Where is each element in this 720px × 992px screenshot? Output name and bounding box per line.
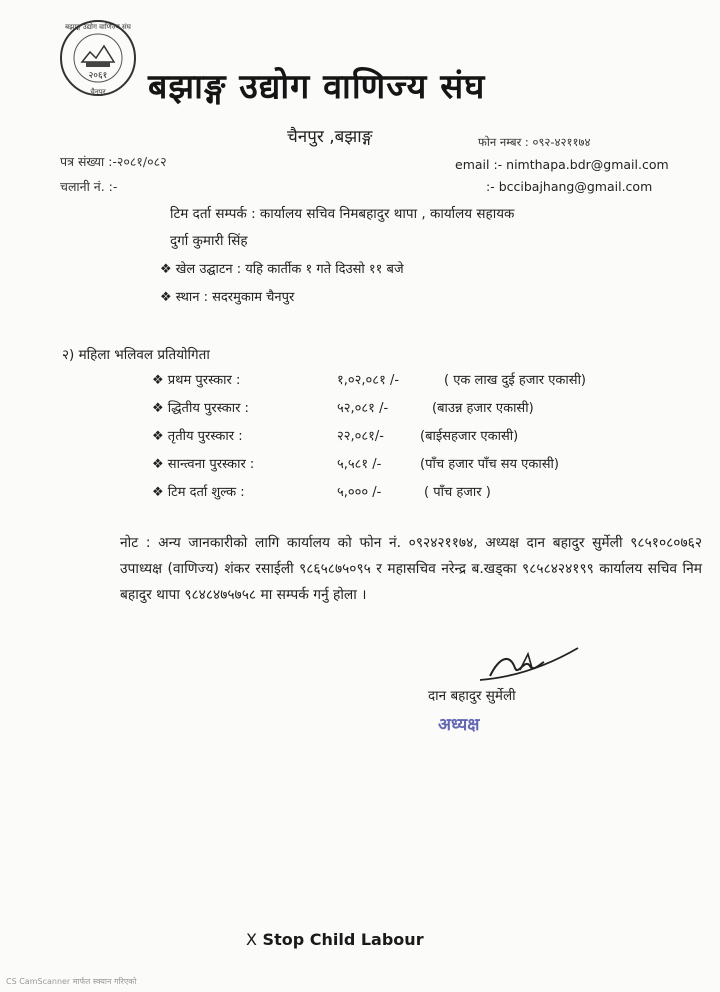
signatory-title-stamp: अध्यक्ष	[438, 715, 480, 735]
scanner-watermark: CS CamScanner मार्फत स्क्यान गरिएको	[6, 977, 137, 986]
footer-slogan	[246, 930, 424, 949]
note-paragraph: नोट : अन्य जानकारीको लागि कार्यालय को फोन नं. ०९२४२११७४, अध्यक्ष दान बहादुर सुर्मेली ९८५१०८०७६२ उपाध्यक्ष (वाणिज्य) शंकर रसाईली ९८६५८७५०९५ र महासचिव नरेन्द्र ब.खड्का ९८५८४२४१९९ कार्यालय सचिव निम बहादुर थापा ९८४८४७५७५८ मा सम्पर्क गर्नु होला ।	[120, 535, 702, 603]
venue-bullet: ❖ स्थान : सदरमुकाम चैनपुर	[160, 290, 295, 305]
prize-label: ❖ तृतीय पुरस्कार :	[152, 429, 243, 444]
prize-label: ❖ द्धितीय पुरस्कार :	[152, 401, 249, 416]
reference-number: पत्र संख्या :-२०८१/०८२	[60, 154, 167, 169]
logo-year: २०६१	[88, 71, 108, 81]
signature-line	[405, 680, 555, 681]
contact-line-1: टिम दर्ता सम्पर्क : कार्यालय सचिव निमबहादुर थापा , कार्यालय सहायक	[170, 206, 515, 222]
organization-address: चैनपुर ,बझाङ्ग	[287, 127, 373, 147]
prize-amount: १,०२,०८१ /-	[337, 373, 400, 388]
opening-bullet: ❖ खेल उद्घाटन : यहि कार्तीक १ गते दिउसो ११ बजे	[160, 262, 404, 277]
prize-amount: ५२,०८१ /-	[337, 401, 389, 416]
logo-place: चैनपुर	[90, 88, 106, 96]
prize-words: (बाउन्न हजार एकासी)	[432, 401, 534, 416]
signatory-name: दान बहादुर सुर्मेली	[428, 688, 516, 704]
organization-title: बझाङ्ग उद्योग वाणिज्य संघ	[148, 67, 486, 107]
prize-words: ( एक लाख दुई हजार एकासी)	[444, 373, 587, 388]
x-mark-icon: X	[246, 930, 257, 949]
organization-logo	[58, 18, 138, 98]
dispatch-number: चलानी नं. :-	[60, 179, 118, 194]
prize-amount: ५,५८१ /-	[337, 457, 382, 472]
logo-ring-text: बझाङ्ग उद्योग वाणिज्य संघ	[65, 23, 131, 31]
prize-label: ❖ प्रथम पुरस्कार :	[152, 373, 241, 388]
prize-amount: २२,०८१/-	[337, 429, 385, 444]
email-primary: email :- nimthapa.bdr@gmail.com	[455, 157, 669, 172]
prize-words: (पाँच हजार पाँच सय एकासी)	[420, 457, 559, 472]
prize-words: (बाईसहजार एकासी)	[420, 429, 519, 444]
section-title: २) महिला भलिवल प्रतियोगिता	[62, 347, 210, 363]
email-secondary: :- bccibajhang@gmail.com	[486, 179, 653, 194]
contact-line-2: दुर्गा कुमारी सिंह	[170, 233, 248, 249]
prize-label: ❖ सान्त्वना पुरस्कार :	[152, 457, 255, 472]
prize-amount: ५,००० /-	[337, 485, 382, 500]
footer-text: Stop Child Labour	[262, 930, 424, 949]
phone-number: फोन नम्बर : ०९२-४२११७४	[478, 135, 591, 149]
prize-words: ( पाँच हजार )	[424, 485, 491, 500]
prize-label: ❖ टिम दर्ता शुल्क :	[152, 485, 245, 500]
